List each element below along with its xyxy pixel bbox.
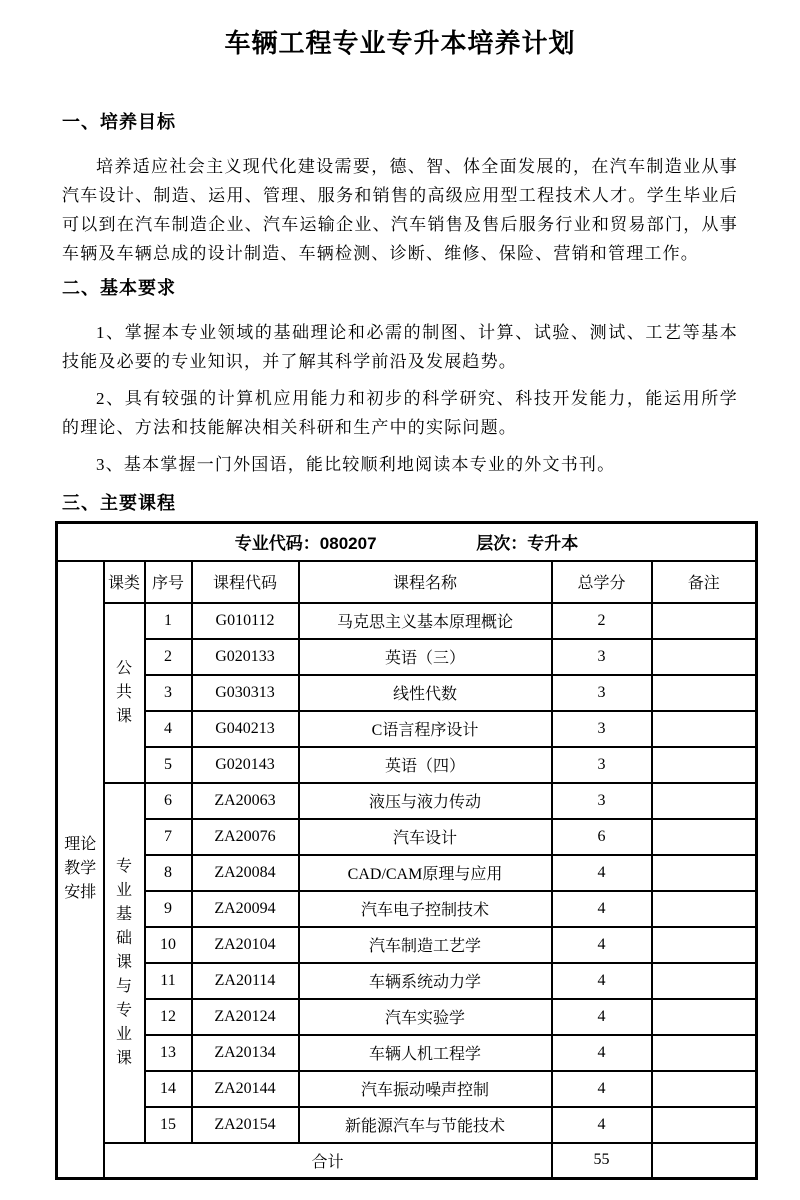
course-code: G020133: [192, 639, 299, 675]
course-code: ZA20114: [192, 963, 299, 999]
course-remarks: [652, 891, 757, 927]
row-group-label: 理论教学安排: [64, 836, 97, 902]
course-remarks: [652, 603, 757, 639]
course-seq: 15: [145, 1107, 192, 1143]
col-header-credits: 总学分: [552, 561, 652, 603]
col-header-remarks: 备注: [652, 561, 757, 603]
course-credits: 6: [552, 819, 652, 855]
course-code: ZA20076: [192, 819, 299, 855]
course-code: G010112: [192, 603, 299, 639]
course-remarks: [652, 639, 757, 675]
table-total-row: [57, 1143, 757, 1179]
course-name: 车辆系统动力学: [299, 963, 552, 999]
course-seq: 4: [145, 711, 192, 747]
table-row: [57, 819, 757, 855]
course-credits: 2: [552, 603, 652, 639]
course-name: 汽车制造工艺学: [299, 927, 552, 963]
table-row: [57, 927, 757, 963]
course-seq: 3: [145, 675, 192, 711]
table-row: [57, 675, 757, 711]
table-row: [57, 855, 757, 891]
table-row: [57, 1071, 757, 1107]
course-credits: 4: [552, 855, 652, 891]
course-seq: 14: [145, 1071, 192, 1107]
course-credits: 3: [552, 639, 652, 675]
col-header-name: 课程名称: [299, 561, 552, 603]
course-code: G030313: [192, 675, 299, 711]
category-cell-public: [104, 603, 145, 783]
course-code: G040213: [192, 711, 299, 747]
col-header-code: 课程代码: [192, 561, 299, 603]
col-header-seq: 序号: [145, 561, 192, 603]
course-name: 线性代数: [299, 675, 552, 711]
course-code: ZA20134: [192, 1035, 299, 1071]
course-name: 马克思主义基本原理概论: [299, 603, 552, 639]
course-credits: 4: [552, 891, 652, 927]
course-credits: 4: [552, 1035, 652, 1071]
section-heading-courses: 三、主要课程: [62, 493, 176, 513]
course-name: 液压与液力传动: [299, 783, 552, 819]
total-credits-cell: 55: [552, 1143, 652, 1179]
course-credits: 3: [552, 675, 652, 711]
table-row: [57, 639, 757, 675]
meta-cell: [57, 523, 757, 561]
course-credits: 4: [552, 963, 652, 999]
table-row: [57, 891, 757, 927]
course-remarks: [652, 1035, 757, 1071]
course-credits: 4: [552, 1107, 652, 1143]
course-remarks: [652, 1071, 757, 1107]
category-label: 公共课: [115, 659, 132, 725]
course-code: G020143: [192, 747, 299, 783]
course-seq: 2: [145, 639, 192, 675]
course-seq: 1: [145, 603, 192, 639]
course-credits: 3: [552, 711, 652, 747]
course-remarks: [652, 855, 757, 891]
course-seq: 8: [145, 855, 192, 891]
section-heading-objectives: 一、培养目标: [62, 112, 176, 132]
course-name: 汽车振动噪声控制: [299, 1071, 552, 1107]
requirement-item-2: 2、具有较强的计算机应用能力和初步的科学研究、科技开发能力，能运用所学的理论、方法和技能解决相关科研和生产中的实际问题。: [62, 389, 738, 437]
major-code-label: 专业代码：080207: [234, 534, 377, 554]
course-code: ZA20094: [192, 891, 299, 927]
course-name: 汽车电子控制技术: [299, 891, 552, 927]
section-heading-requirements: 二、基本要求: [62, 278, 176, 298]
course-remarks: [652, 711, 757, 747]
course-remarks: [652, 747, 757, 783]
course-code: ZA20084: [192, 855, 299, 891]
course-remarks: [652, 963, 757, 999]
page-title: 车辆工程专业专升本培养计划: [224, 28, 576, 58]
course-credits: 4: [552, 999, 652, 1035]
course-remarks: [652, 783, 757, 819]
table-header-row: [57, 561, 757, 603]
course-name: 新能源汽车与节能技术: [299, 1107, 552, 1143]
document-body: [62, 110, 738, 515]
course-name: 汽车实验学: [299, 999, 552, 1035]
objectives-paragraph: 培养适应社会主义现代化建设需要，德、智、体全面发展的，在汽车制造业从事汽车设计、制造、运用、管理、服务和销售的高级应用型工程技术人才。学生毕业后可以到在汽车制造企业、汽车运输企业、汽车销售及售后服务行业和贸易部门，从事车辆及车辆总成的设计制造、车辆检测、诊断、维修、保险、营销和管理工作。: [62, 157, 738, 263]
course-seq: 9: [145, 891, 192, 927]
course-remarks: [652, 819, 757, 855]
course-name: 英语（四）: [299, 747, 552, 783]
course-name: 汽车设计: [299, 819, 552, 855]
course-code: ZA20154: [192, 1107, 299, 1143]
course-remarks: [652, 1107, 757, 1143]
course-seq: 6: [145, 783, 192, 819]
category-label: 专业基础课与专业课: [115, 857, 132, 1067]
table-row: [57, 999, 757, 1035]
course-name: C语言程序设计: [299, 711, 552, 747]
table-row: [57, 1107, 757, 1143]
course-name: 英语（三）: [299, 639, 552, 675]
course-credits: 3: [552, 783, 652, 819]
course-table: [55, 521, 758, 1180]
course-seq: 12: [145, 999, 192, 1035]
col-header-category: 课类: [104, 561, 145, 603]
course-credits: 4: [552, 927, 652, 963]
course-code: ZA20063: [192, 783, 299, 819]
table-row: [57, 603, 757, 639]
course-code: ZA20124: [192, 999, 299, 1035]
course-name: 车辆人机工程学: [299, 1035, 552, 1071]
course-seq: 13: [145, 1035, 192, 1071]
table-row: [57, 783, 757, 819]
course-credits: 4: [552, 1071, 652, 1107]
course-code: ZA20104: [192, 927, 299, 963]
level-label: 层次：专升本: [476, 534, 579, 554]
requirement-item-3: 3、基本掌握一门外国语，能比较顺利地阅读本专业的外文书刊。: [96, 455, 616, 474]
table-row: [57, 1035, 757, 1071]
course-remarks: [652, 999, 757, 1035]
course-seq: 11: [145, 963, 192, 999]
table-row: [57, 963, 757, 999]
total-label-cell: 合计: [104, 1143, 552, 1179]
course-credits: 3: [552, 747, 652, 783]
table-meta-row: [57, 523, 757, 561]
row-group-cell: [57, 561, 104, 1179]
requirement-item-1: 1、掌握本专业领域的基础理论和必需的制图、计算、试验、测试、工艺等基本技能及必要的专业知识，并了解其科学前沿及发展趋势。: [62, 323, 738, 371]
total-remarks-cell: [652, 1143, 757, 1179]
table-row: [57, 747, 757, 783]
course-name: CAD/CAM原理与应用: [299, 855, 552, 891]
course-seq: 10: [145, 927, 192, 963]
course-seq: 7: [145, 819, 192, 855]
table-row: [57, 711, 757, 747]
course-code: ZA20144: [192, 1071, 299, 1107]
course-seq: 5: [145, 747, 192, 783]
course-remarks: [652, 927, 757, 963]
course-remarks: [652, 675, 757, 711]
category-cell-major: [104, 783, 145, 1143]
